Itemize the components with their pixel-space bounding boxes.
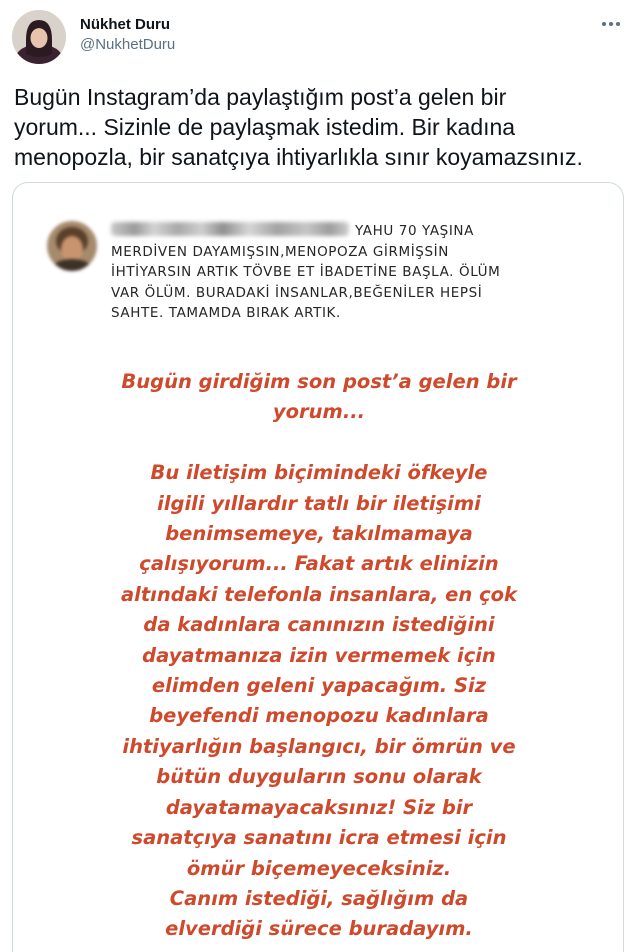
blurred-username [111, 222, 349, 236]
instagram-story [25, 323, 613, 952]
tweet-header [12, 10, 628, 66]
author-names [80, 15, 175, 55]
commenter-avatar-blurred [47, 221, 97, 271]
author-display-name[interactable]: Nükhet Duru [80, 16, 170, 33]
author-avatar-image [12, 10, 66, 64]
comment-body: YAHU 70 YAŞINA MERDİVEN DAYAMIŞSIN,MENOPOZA GİRMİŞSİN İHTİYARSIN ARTIK TÖVBE ET İBADETİNE BAŞLA. ÖLÜM VAR ÖLÜM. BURADAKİ İNSANLAR,BEĞENİLER HEPSİ SAHTE. TAMAMDA BIRAK ARTIK. [111, 223, 501, 321]
story-text: Bugün girdiğim son post’a gelen bir yorum... Bu iletişim biçimindeki öfkeyle ilgili yıllardır tatlı bir iletişimi benimsemeye, takılmamaya çalışıyorum... Fakat artık elinizin altındaki telefonla insanlara, en çok da kadınlara canınızın istediğini dayatmanıza izin vermemek için elimden geleni yapacağım. Siz beyefendi menopozu kadınlara ihtiyarlığın başlangıcı, bir ömrün ve bütün duyguların sonu olarak dayatamayacaksınız! Siz bir sanatçıya sanatını icra etmesi için ömür biçemeyeceksiniz. Canım istediği, sağlığım da elverdiği sürece buradayım. [121, 370, 517, 941]
comment-text [111, 221, 611, 324]
author-handle[interactable]: @NukhetDuru [80, 36, 176, 53]
tweet-text: Bugün Instagram’da paylaştığım post’a gelen bir yorum... Sizinle de paylaşmak istedim. Bir kadına menopozla, bir sanatçıya ihtiyarlıkla sınır koyamazsınız. [14, 84, 583, 170]
more-horizontal-icon[interactable] [596, 12, 626, 36]
instagram-comment [25, 195, 613, 324]
tweet-media-image[interactable] [12, 182, 624, 952]
author-avatar[interactable] [12, 10, 66, 64]
